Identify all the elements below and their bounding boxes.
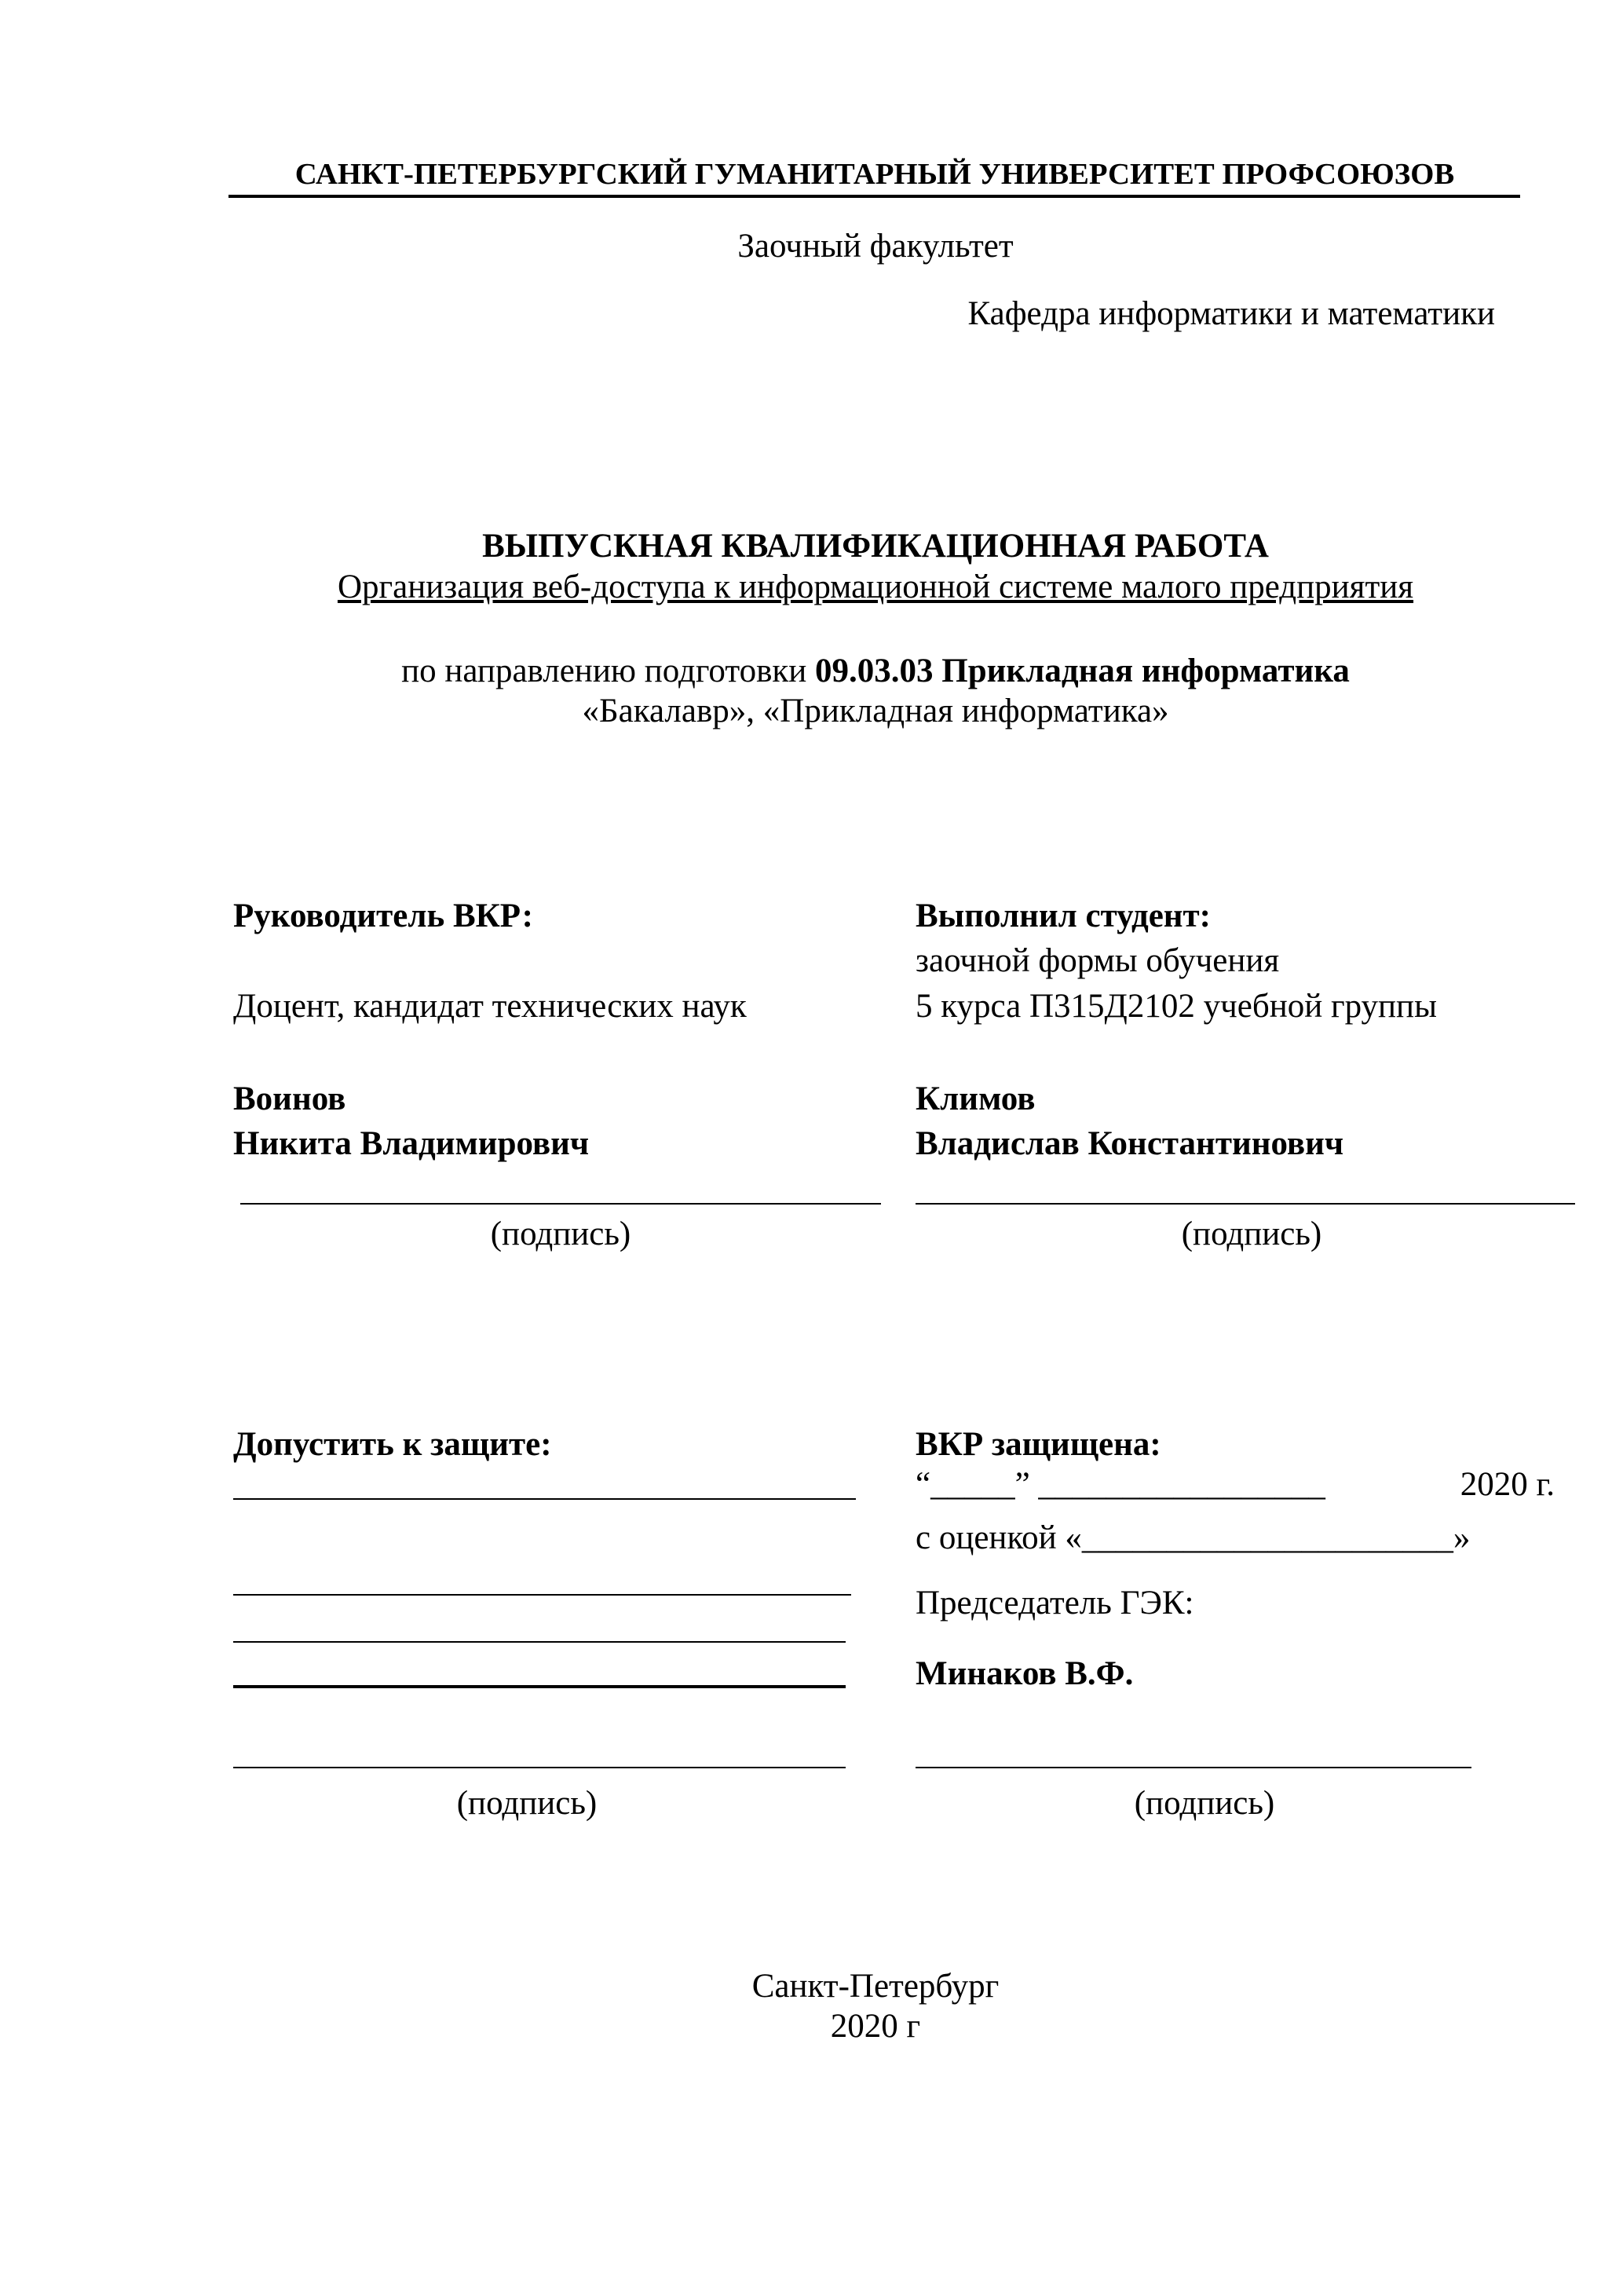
supervisor-position: Доцент, кандидат технических наук xyxy=(233,988,747,1025)
supervisor-surname: Воинов xyxy=(233,1080,346,1117)
admission-line-1 xyxy=(233,1498,856,1500)
admission-signature-line xyxy=(233,1767,846,1768)
work-type-title: ВЫПУСКНАЯ КВАЛИФИКАЦИОННАЯ РАБОТА xyxy=(482,528,1269,565)
header-rule xyxy=(228,195,1520,198)
student-heading: Выполнил студент: xyxy=(916,898,1211,934)
direction-prefix: по направлению подготовки xyxy=(401,653,816,689)
supervisor-heading: Руководитель ВКР: xyxy=(233,898,533,934)
student-surname: Климов xyxy=(916,1080,1036,1117)
student-name: Владислав Константинович xyxy=(916,1125,1344,1162)
degree: «Бакалавр», «Прикладная информатика» xyxy=(582,693,1169,729)
defense-grade-line: с оценкой «______________________» xyxy=(916,1519,1471,1556)
student-signature-label: (подпись) xyxy=(1181,1216,1322,1252)
defense-signature-line xyxy=(916,1767,1471,1768)
student-group: 5 курса П315Д2102 учебной группы xyxy=(916,988,1437,1025)
student-signature-line xyxy=(916,1203,1575,1205)
defense-chair-name: Минаков В.Ф. xyxy=(916,1655,1134,1692)
supervisor-signature-label: (подпись) xyxy=(490,1216,631,1252)
admission-signature-label: (подпись) xyxy=(456,1785,598,1822)
footer-city: Санкт-Петербург xyxy=(751,1968,1000,2005)
direction: 09.03.03 Прикладная информатика xyxy=(815,653,1350,689)
admission-line-4 xyxy=(233,1685,846,1688)
footer-year: 2020 г xyxy=(830,2008,921,2045)
defense-heading: ВКР защищена: xyxy=(916,1426,1161,1463)
work-topic: Организация веб-доступа к информационной системе малого предприятия xyxy=(337,569,1414,605)
supervisor-signature-line xyxy=(240,1203,881,1205)
supervisor-name: Никита Владимирович xyxy=(233,1125,590,1162)
admission-line-2 xyxy=(233,1594,851,1596)
admission-heading: Допустить к защите: xyxy=(233,1426,552,1463)
university-name: САНКТ-ПЕТЕРБУРГСКИЙ ГУМАНИТАРНЫЙ УНИВЕРСИТЕТ ПРОФСОЮЗОВ xyxy=(294,158,1455,191)
defense-year: 2020 г. xyxy=(1460,1466,1555,1503)
defense-date-line: “_____” _________________ xyxy=(916,1466,1325,1503)
student-form: заочной формы обучения xyxy=(916,942,1280,979)
faculty: Заочный факультет xyxy=(737,228,1014,265)
department: Кафедра информатики и математики xyxy=(967,295,1495,332)
admission-line-3 xyxy=(233,1641,846,1643)
defense-signature-label: (подпись) xyxy=(1134,1785,1275,1822)
defense-chair-label: Председатель ГЭК: xyxy=(916,1585,1194,1621)
direction-line xyxy=(401,652,1350,691)
